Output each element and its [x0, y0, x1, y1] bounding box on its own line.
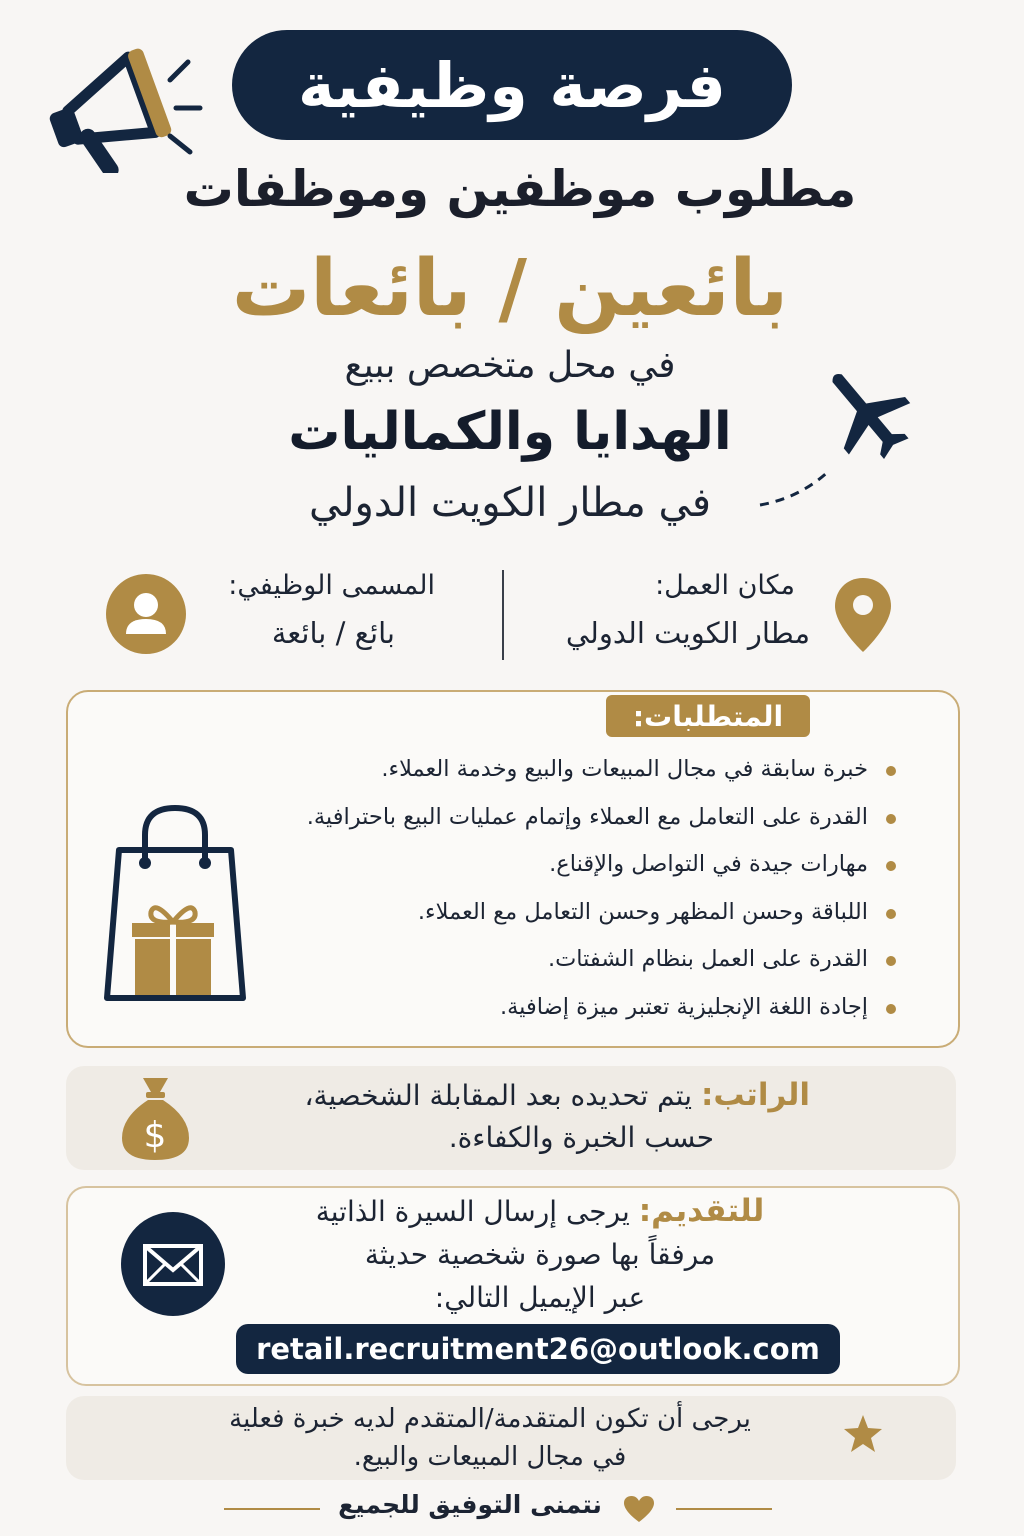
- footer-text: نتمنى التوفيق للجميع: [338, 1490, 602, 1519]
- note-line2: في مجال المبيعات والبيع.: [353, 1442, 627, 1472]
- shopping-bag-gift-icon: [95, 800, 255, 1010]
- salary-label: الراتب:: [700, 1077, 810, 1113]
- apply-line1: يرجى إرسال السيرة الذاتية: [315, 1195, 630, 1228]
- footer-divider-right: [676, 1508, 772, 1510]
- email-address[interactable]: retail.recruitment26@outlook.com: [236, 1324, 840, 1374]
- headline-salespeople: بائعين / بائعات: [231, 244, 789, 334]
- info-divider: [502, 570, 504, 660]
- location-value: مطار الكويت الدولي: [565, 616, 810, 650]
- requirements-list: [250, 748, 900, 1033]
- location-pin-icon: [832, 576, 894, 654]
- list-item: خبرة سابقة في مجال المبيعات والبيع وخدمة العملاء.: [250, 748, 900, 796]
- svg-text:$: $: [143, 1115, 167, 1156]
- note-text: [180, 1400, 800, 1476]
- job-title-value: بائع / بائعة: [271, 616, 395, 650]
- apply-label: للتقديم:: [638, 1193, 765, 1229]
- headline-shop: في محل متخصص ببيع: [344, 345, 676, 386]
- airplane-icon: [750, 370, 920, 520]
- envelope-icon: [121, 1212, 225, 1316]
- apply-text: [270, 1190, 810, 1319]
- list-item: مهارات جيدة في التواصل والإقناع.: [250, 843, 900, 891]
- bullet-icon: [886, 861, 896, 871]
- heart-icon: [622, 1494, 656, 1524]
- list-item: إجادة اللغة الإنجليزية تعتبر ميزة إضافية.: [250, 986, 900, 1034]
- list-item: القدرة على العمل بنظام الشفتات.: [250, 938, 900, 986]
- headline-gifts: الهدايا والكماليات: [288, 402, 732, 462]
- bullet-icon: [886, 909, 896, 919]
- list-item: اللباقة وحسن المظهر وحسن التعامل مع العملاء.: [250, 891, 900, 939]
- megaphone-icon: [30, 38, 205, 173]
- list-item: القدرة على التعامل مع العملاء وإتمام عمليات البيع باحترافية.: [250, 796, 900, 844]
- job-title-label: المسمى الوظيفي:: [228, 570, 435, 601]
- salary-line1: يتم تحديده بعد المقابلة الشخصية،: [304, 1079, 693, 1112]
- money-bag-icon: [118, 1072, 193, 1162]
- footer-divider-left: [224, 1508, 320, 1510]
- salary-text: [250, 1074, 810, 1159]
- bullet-icon: [886, 766, 896, 776]
- apply-line2: مرفقاً بها صورة شخصية حديثة: [364, 1238, 716, 1271]
- bullet-icon: [886, 1004, 896, 1014]
- star-icon: [842, 1413, 884, 1455]
- requirements-title: المتطلبات:: [606, 695, 810, 737]
- page-title: فرصة وظيفية: [232, 30, 792, 140]
- bullet-icon: [886, 814, 896, 824]
- apply-line3: عبر الإيميل التالي:: [434, 1281, 646, 1314]
- person-icon: [106, 574, 186, 654]
- location-label: مكان العمل:: [655, 570, 795, 601]
- bullet-icon: [886, 956, 896, 966]
- salary-line2: حسب الخبرة والكفاءة.: [448, 1121, 714, 1154]
- headline-wanted: مطلوب موظفين وموظفات: [183, 160, 857, 218]
- note-line1: يرجى أن تكون المتقدمة/المتقدم لديه خبرة فعلية: [229, 1404, 751, 1434]
- headline-airport: في مطار الكويت الدولي: [309, 480, 711, 526]
